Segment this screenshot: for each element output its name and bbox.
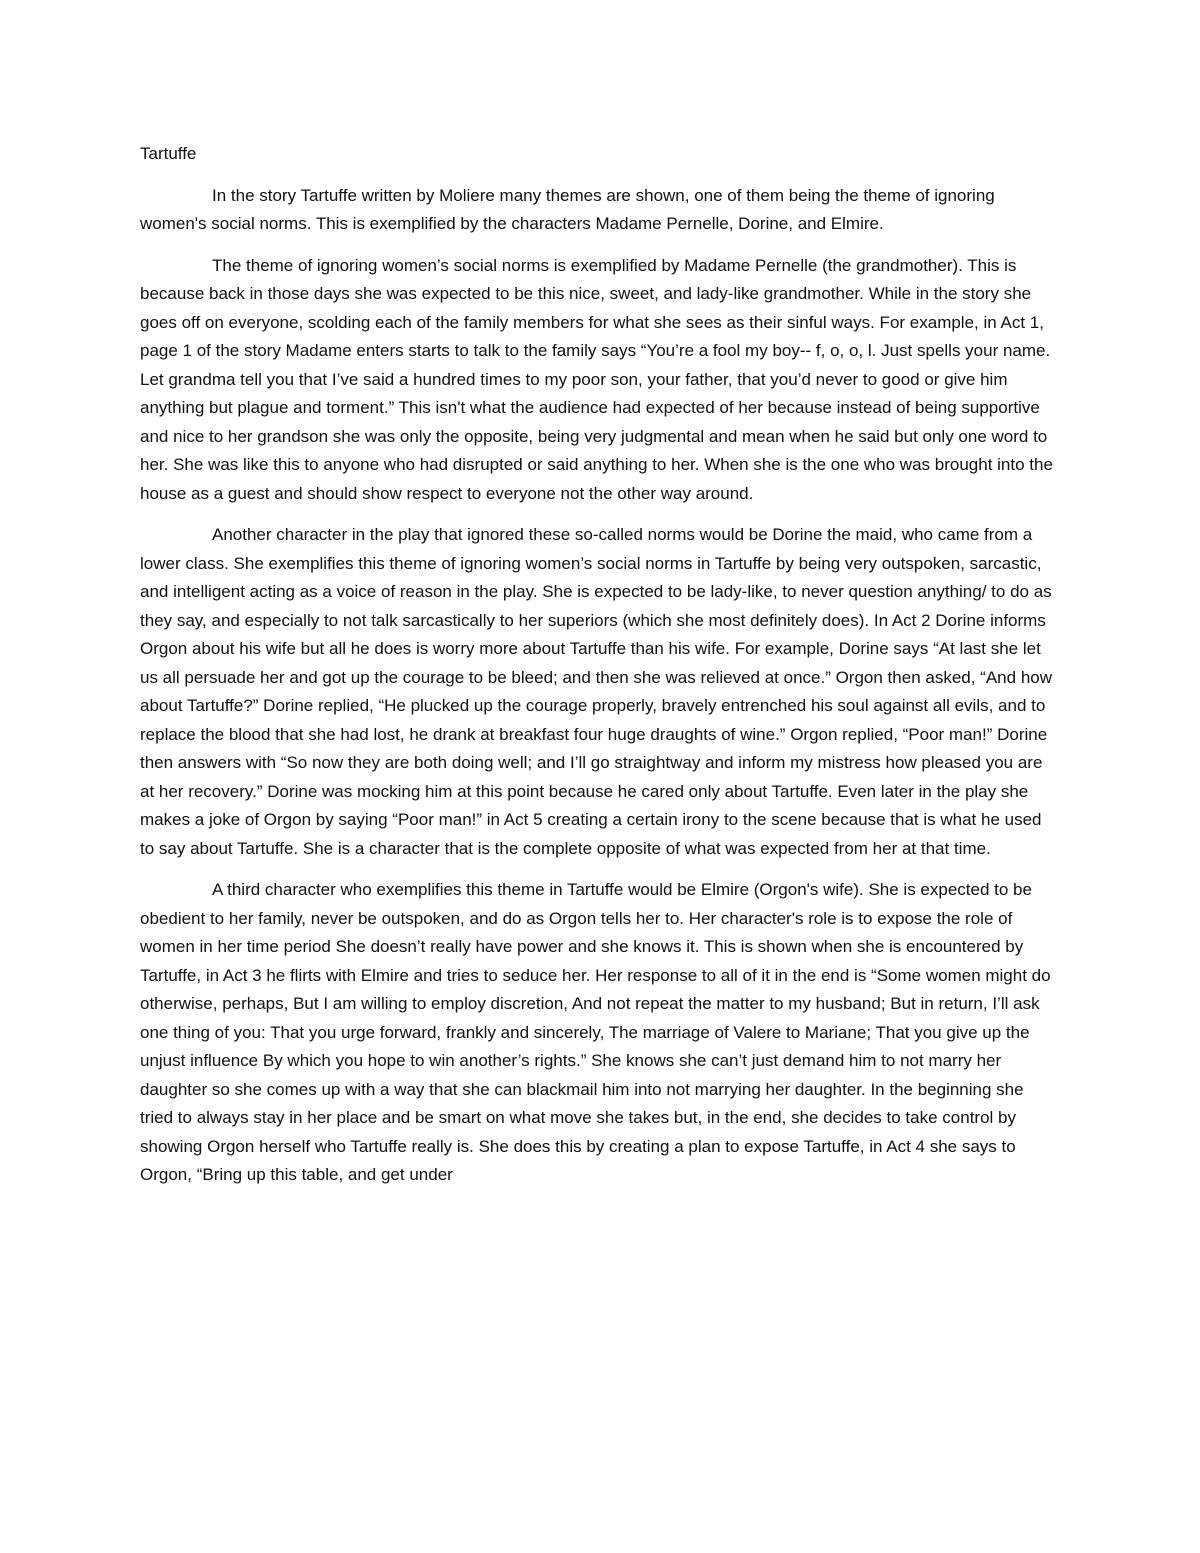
paragraph-dorine: Another character in the play that ignored these so-called norms would be Dorine the maid, who came from a lower class. She exemplifies this theme of ignoring women’s social norms in Tartuffe by being very outspoken, sarcastic, and intelligent acting as a voice of reason in the play. She is expected to be lady-like, to never question anything/ to do as they say, and especially to not talk sarcastically to her superiors (which she most definitely does). In Act 2 Dorine informs Orgon about his wife but all he does is worry more about Tartuffe than his wife. For example, Dorine says “At last she let us all persuade her and got up the courage to be bleed; and then she was relieved at once.” Orgon then asked, “And how about Tartuffe?” Dorine replied, “He plucked up the courage properly, bravely entrenched his soul against all evils, and to replace the blood that she had lost, he drank at breakfast four huge draughts of wine.” Orgon replied, “Poor man!” Dorine then answers with “So now they are both doing well; and I’ll go straightway and inform my mistress how pleased you are at her recovery.” Dorine was mocking him at this point because he cared only about Tartuffe. Even later in the play she makes a joke of Orgon by saying “Poor man!” in Act 5 creating a certain irony to the scene because that is what he used to say about Tartuffe. She is a character that is the complete opposite of what was expected from her at that time.	[140, 525, 1052, 858]
paragraph-intro: In the story Tartuffe written by Moliere many themes are shown, one of them being the theme of ignoring women's social norms. This is exemplified by the characters Madame Pernelle, Dorine, and Elmire.	[140, 185, 995, 233]
paragraph-pernelle: The theme of ignoring women’s social norms is exemplified by Madame Pernelle (the grandmother). This is because back in those days she was expected to be this nice, sweet, and lady-like grandmother. While in the story she goes off on everyone, scolding each of the family members for what she sees as their sinful ways. For example, in Act 1, page 1 of the story Madame enters starts to talk to the family says “You’re a fool my boy-- f, o, o, l. Just spells your name. Let grandma tell you that I’ve said a hundred times to my poor son, your father, that you’d never to good or give him anything but plague and torment.” This isn't what the audience had expected of her because instead of being supportive and nice to her grandson she was only the opposite, being very judgmental and mean when he said but only one word to her. She was like this to anyone who had disrupted or said anything to her. When she is the one who was brought into the house as a guest and should show respect to everyone not the other way around.	[140, 255, 1053, 503]
paragraph-elmire: A third character who exemplifies this theme in Tartuffe would be Elmire (Orgon's wife). She is expected to be obedient to her family, never be outspoken, and do as Orgon tells her to. Her character's role is to expose the role of women in her time period She doesn’t really have power and she knows it. This is shown when she is encountered by Tartuffe, in Act 3 he flirts with Elmire and tries to seduce her. Her response to all of it in the end is “Some women might do otherwise, perhaps, But I am willing to employ discretion, And not repeat the matter to my husband; But in return, I’ll ask one thing of you: That you urge forward, frankly and sincerely, The marriage of Valere to Mariane; That you give up the unjust influence By which you hope to win another’s rights.” She knows she can’t just demand him to not marry her daughter so she comes up with a way that she can blackmail him into not marrying her daughter. In the beginning she tried to always stay in her place and be smart on what move she takes but, in the end, she decides to take control by showing Orgon herself who Tartuffe really is. She does this by creating a plan to expose Tartuffe, in Act 4 she says to Orgon, “Bring up this table, and get under	[140, 880, 1051, 1184]
document-title: Tartuffe	[140, 144, 197, 163]
document-page	[140, 140, 1058, 1553]
